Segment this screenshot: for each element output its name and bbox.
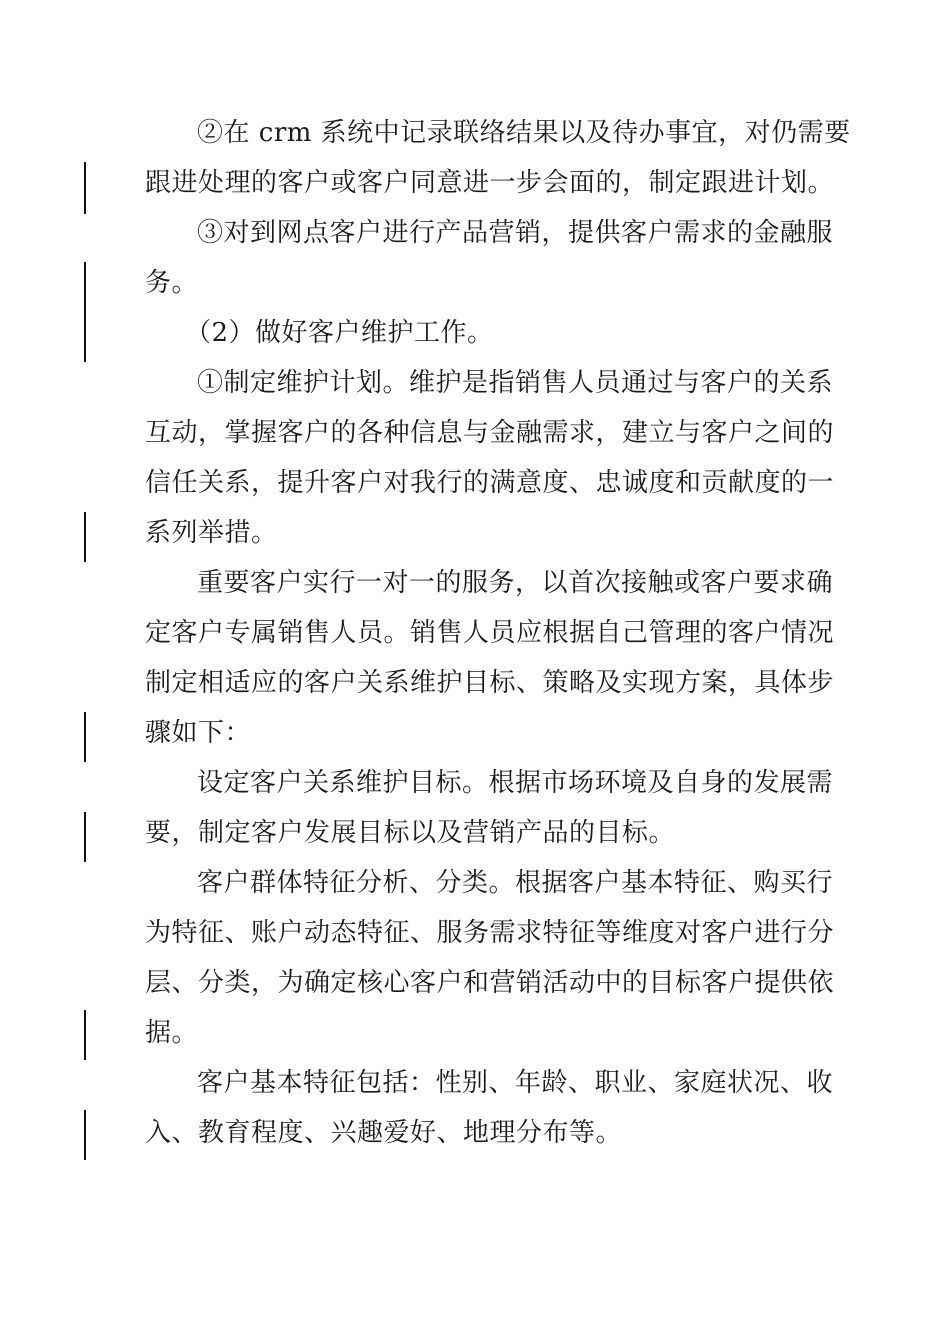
body-text-line: 定客户专属销售人员。销售人员应根据自己管理的客户情况 [145,618,835,648]
body-text-line: 跟进处理的客户或客户同意进一步会面的，制定跟进计划。 [145,168,835,198]
body-text-line: 互动，掌握客户的各种信息与金融需求，建立与客户之间的 [145,418,835,448]
change-bar [84,1010,86,1060]
body-text-line: 层、分类，为确定核心客户和营销活动中的目标客户提供依 [145,968,835,998]
body-text-line: 客户群体特征分析、分类。根据客户基本特征、购买行 [197,868,834,898]
body-text-line: 为特征、账户动态特征、服务需求特征等维度对客户进行分 [145,918,835,948]
body-text-line: 重要客户实行一对一的服务，以首次接触或客户要求确 [197,568,834,598]
change-bar [84,712,86,762]
change-bar [84,512,86,562]
body-text-line: 信任关系，提升客户对我行的满意度、忠诚度和贡献度的一 [145,468,835,498]
body-text-line: 务。 [145,268,199,298]
body-text-line: ③对到网点客户进行产品营销，提供客户需求的金融服 [197,218,834,248]
body-text-line: 系列举措。 [145,518,278,548]
body-text-line: 客户基本特征包括：性别、年龄、职业、家庭状况、收 [197,1068,834,1098]
body-text-line: ①制定维护计划。维护是指销售人员通过与客户的关系 [197,368,834,398]
body-text-line: 要，制定客户发展目标以及营销产品的目标。 [145,818,676,848]
body-text-line: 骤如下： [145,718,252,748]
section-heading: （2）做好客户维护工作。 [185,318,494,348]
body-text-line: ②在 crm 系统中记录联络结果以及待办事宜，对仍需要 [197,118,851,148]
change-bar [84,262,86,362]
body-text-line: 制定相适应的客户关系维护目标、策略及实现方案，具体步 [145,668,835,698]
change-bar [84,812,86,862]
body-text-line: 据。 [145,1018,199,1048]
change-bar [84,162,86,214]
body-text-line: 设定客户关系维护目标。根据市场环境及自身的发展需 [197,768,834,798]
change-bar [84,1110,86,1160]
body-text-line: 入、教育程度、兴趣爱好、地理分布等。 [145,1118,623,1148]
